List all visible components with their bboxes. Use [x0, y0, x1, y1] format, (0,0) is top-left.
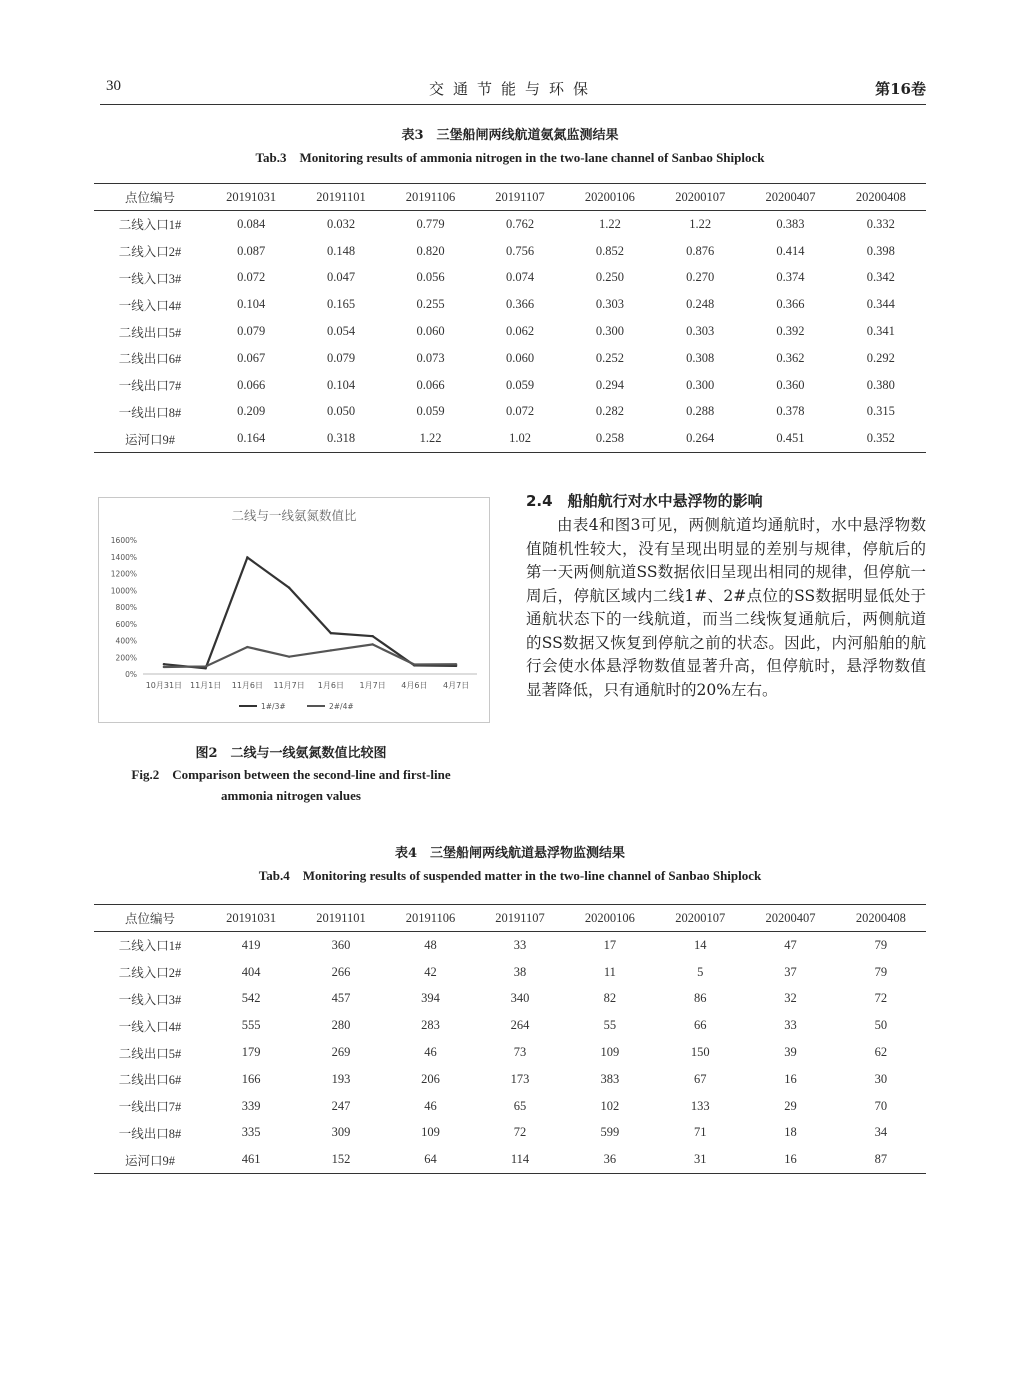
table-cell: 0.756 — [505, 243, 535, 258]
series-2-point — [288, 655, 290, 657]
column-header: 20191107 — [475, 905, 564, 932]
row-label-cell: 一线出口8# — [118, 405, 182, 420]
table3 — [94, 183, 926, 453]
row-label-cell: 二线出口5# — [118, 1046, 182, 1061]
table-row — [94, 345, 926, 372]
table-cell: 266 — [331, 964, 351, 979]
table-cell: 0.876 — [686, 243, 715, 258]
table-cell: 0.380 — [866, 377, 895, 392]
table-cell: 46 — [424, 1045, 437, 1060]
legend-label-1: 1#/3# — [261, 702, 286, 711]
table-cell: 0.255 — [416, 297, 445, 312]
table4-header-row — [94, 905, 926, 932]
table-cell: 72 — [513, 1125, 527, 1140]
table-cell: 0.352 — [836, 425, 926, 452]
table-cell: 0.292 — [866, 350, 895, 365]
series-2-point — [371, 643, 373, 645]
volume-label: 第16卷 — [875, 80, 926, 98]
table-cell: 11 — [603, 964, 616, 979]
table-cell: 0.062 — [505, 324, 535, 339]
table-cell: 555 — [241, 1018, 261, 1033]
row-label-cell: 一线入口3# — [118, 992, 182, 1007]
table-row — [94, 372, 926, 399]
table-cell: 48 — [424, 937, 437, 952]
table-cell: 0.164 — [206, 425, 296, 452]
row-label-cell: 运河口9# — [94, 1146, 206, 1173]
table-cell: 0.047 — [326, 270, 356, 285]
y-tick-label: 1200% — [110, 569, 137, 579]
table-cell: 0.032 — [326, 216, 356, 231]
table-row — [94, 986, 926, 1013]
figure2-chart — [98, 497, 490, 723]
row-label-cell: 一线入口4# — [118, 298, 182, 313]
header-rule — [100, 104, 926, 105]
table-cell: 82 — [603, 991, 617, 1006]
table-cell: 34 — [874, 1125, 888, 1140]
table3-caption-en: Tab.3 Monitoring results of ammonia nitrogen in the two-lane channel of Sanbao Shiplock — [255, 150, 765, 165]
table-cell: 1.22 — [598, 216, 621, 231]
table-cell: 79 — [874, 937, 888, 952]
table-cell: 1.22 — [386, 425, 475, 452]
table-cell: 64 — [386, 1146, 475, 1173]
table-cell: 29 — [784, 1098, 797, 1113]
x-tick-label: 10月31日 — [145, 681, 183, 690]
table-cell: 79 — [874, 964, 888, 979]
series-2-point — [246, 646, 248, 648]
figure2-caption-en-line1: Fig.2 Comparison between the second-line and first-line — [131, 767, 451, 782]
table-cell: 16 — [745, 1146, 835, 1173]
x-tick-label: 11月1日 — [189, 681, 222, 690]
table-cell: 33 — [513, 937, 527, 952]
table-cell: 0.303 — [595, 297, 624, 312]
table-cell: 65 — [513, 1098, 527, 1113]
table-cell: 280 — [331, 1018, 351, 1033]
table-row — [94, 211, 926, 238]
table-cell: 166 — [241, 1071, 261, 1086]
table-cell: 0.248 — [686, 297, 715, 312]
table-cell: 457 — [331, 991, 351, 1006]
table-row — [94, 265, 926, 292]
table-cell: 17 — [603, 937, 617, 952]
table-cell: 309 — [331, 1125, 351, 1140]
table-cell: 5 — [697, 964, 704, 979]
table-cell: 394 — [421, 991, 440, 1006]
section-title: 2.4 船舶航行对水中悬浮物的影响 — [526, 492, 763, 510]
table-cell: 0.066 — [416, 377, 445, 392]
x-tick-label: 4月6日 — [401, 681, 428, 690]
table-cell: 16 — [784, 1071, 797, 1086]
table-cell: 335 — [241, 1125, 261, 1140]
row-label-cell: 一线入口3# — [118, 271, 182, 286]
table-row — [94, 425, 926, 452]
table-row — [94, 1146, 926, 1173]
table-cell: 0.451 — [745, 425, 835, 452]
series-2-point — [455, 663, 457, 665]
table-cell: 36 — [565, 1146, 655, 1173]
table3-header-row — [94, 184, 926, 211]
series-1-point — [288, 587, 290, 589]
table-cell: 0.779 — [416, 216, 445, 231]
table-cell: 0.209 — [237, 404, 266, 419]
legend-label-2: 2#/4# — [329, 702, 354, 711]
table-cell: 0.059 — [416, 404, 445, 419]
table-cell: 0.056 — [416, 270, 445, 285]
column-header: 20200107 — [655, 905, 745, 932]
table-cell: 0.820 — [416, 243, 445, 258]
table-cell: 383 — [600, 1071, 620, 1086]
table-cell: 0.341 — [866, 324, 895, 339]
column-header: 20200407 — [745, 905, 835, 932]
table-cell: 0.084 — [237, 216, 266, 231]
table-cell: 152 — [296, 1146, 385, 1173]
row-label-cell: 二线出口5# — [118, 325, 182, 340]
table-cell: 461 — [206, 1146, 296, 1173]
table-cell: 0.378 — [776, 404, 805, 419]
chart-title: 二线与一线氨氮数值比 — [231, 508, 357, 523]
table-cell: 0.067 — [237, 350, 266, 365]
table-cell: 0.264 — [655, 425, 745, 452]
table-cell: 0.060 — [505, 350, 535, 365]
table-row — [94, 1093, 926, 1120]
column-header: 20200106 — [565, 905, 655, 932]
table-cell: 0.059 — [505, 377, 535, 392]
table-cell: 0.079 — [326, 350, 356, 365]
table-cell: 0.288 — [686, 404, 715, 419]
table-cell: 0.414 — [776, 243, 805, 258]
table-cell: 0.258 — [565, 425, 655, 452]
y-tick-label: 400% — [115, 636, 137, 646]
table-cell: 0.072 — [505, 404, 535, 419]
x-tick-label: 1月6日 — [317, 681, 344, 690]
table-cell: 0.165 — [326, 297, 356, 312]
row-label-cell: 一线入口4# — [118, 1019, 182, 1034]
table-cell: 31 — [655, 1146, 745, 1173]
table-row — [94, 1012, 926, 1039]
table4-caption-en: Tab.4 Monitoring results of suspended matter in the two-line channel of Sanbao Shiplock — [258, 868, 762, 883]
table-cell: 0.270 — [686, 270, 715, 285]
row-label-cell: 二线入口1# — [118, 218, 182, 233]
table-cell: 150 — [690, 1045, 710, 1060]
column-header: 20200407 — [745, 184, 835, 211]
table-cell: 0.383 — [776, 216, 805, 231]
table-cell: 269 — [331, 1045, 351, 1060]
table-cell: 0.366 — [776, 297, 805, 312]
table-cell: 87 — [836, 1146, 926, 1173]
table-cell: 340 — [510, 991, 530, 1006]
table-cell: 0.074 — [505, 270, 535, 285]
table-cell: 0.366 — [505, 297, 535, 312]
column-header: 20191031 — [206, 184, 296, 211]
x-tick-label: 11月6日 — [231, 681, 264, 690]
table-cell: 50 — [874, 1018, 888, 1033]
table-row — [94, 1039, 926, 1066]
table-cell: 419 — [241, 937, 261, 952]
table-cell: 62 — [874, 1045, 888, 1060]
page-number: 30 — [106, 78, 121, 94]
y-tick-label: 200% — [115, 653, 137, 663]
y-tick-label: 1600% — [110, 536, 137, 545]
series-2-point — [204, 665, 206, 667]
table3-caption-cn: 表3 三堡船闸两线航道氨氮监测结果 — [401, 128, 619, 143]
table-cell: 42 — [424, 964, 437, 979]
column-header: 20191031 — [206, 905, 296, 932]
table-cell: 109 — [600, 1045, 620, 1060]
table-cell: 179 — [241, 1045, 261, 1060]
figure2-caption-cn: 图2 二线与一线氨氮数值比较图 — [195, 746, 387, 761]
table-cell: 47 — [784, 937, 797, 952]
table-cell: 0.303 — [686, 324, 715, 339]
table-cell: 0.318 — [296, 425, 385, 452]
table-cell: 0.104 — [326, 377, 356, 392]
table-cell: 102 — [600, 1098, 620, 1113]
table-cell: 0.250 — [595, 270, 624, 285]
table-cell: 109 — [421, 1125, 440, 1140]
column-header: 点位编号 — [94, 184, 206, 211]
column-header: 20191107 — [475, 184, 564, 211]
table4-caption-cn: 表4 三堡船闸两线航道悬浮物监测结果 — [394, 846, 626, 861]
table-cell: 33 — [784, 1018, 797, 1033]
table-cell: 0.079 — [237, 324, 266, 339]
table-cell: 0.332 — [866, 216, 895, 231]
y-tick-label: 1000% — [110, 586, 137, 596]
y-tick-label: 800% — [115, 603, 137, 612]
series-1-point — [246, 556, 248, 558]
table-cell: 67 — [693, 1071, 707, 1086]
y-tick-label: 600% — [115, 619, 137, 629]
table-row — [94, 1120, 926, 1147]
line-chart — [99, 498, 489, 722]
series-2-point — [163, 666, 165, 668]
table-cell: 404 — [241, 964, 261, 979]
table-row — [94, 399, 926, 426]
table-cell: 86 — [693, 991, 707, 1006]
row-label-cell: 一线出口8# — [118, 1126, 182, 1141]
table-cell: 0.300 — [686, 377, 715, 392]
table-cell: 0.762 — [505, 216, 535, 231]
row-label-cell: 二线入口2# — [118, 966, 182, 981]
table-cell: 0.308 — [686, 350, 715, 365]
table-cell: 18 — [784, 1125, 797, 1140]
table4 — [94, 904, 926, 1174]
table-row — [94, 1066, 926, 1093]
column-header: 20191101 — [296, 905, 385, 932]
table-cell: 32 — [784, 991, 797, 1006]
table-cell: 72 — [874, 991, 888, 1006]
table-cell: 0.374 — [776, 270, 805, 285]
row-label-cell: 二线出口6# — [118, 1073, 182, 1088]
table-cell: 599 — [600, 1125, 620, 1140]
x-tick-label: 11月7日 — [273, 681, 305, 690]
table-cell: 0.852 — [595, 243, 624, 258]
table-cell: 0.104 — [237, 297, 266, 312]
column-header: 20200106 — [565, 184, 655, 211]
page-header — [100, 78, 926, 102]
y-tick-label: 1400% — [110, 552, 137, 562]
figure2-caption-en-line2: ammonia nitrogen values — [221, 788, 361, 803]
table-cell: 0.066 — [237, 377, 266, 392]
x-tick-label: 1月7日 — [359, 681, 386, 690]
table-cell: 264 — [510, 1018, 530, 1033]
row-label-cell: 一线出口7# — [118, 379, 182, 394]
table-cell: 30 — [874, 1071, 888, 1086]
series-line-1 — [164, 558, 456, 669]
column-header: 20191106 — [386, 905, 475, 932]
table-row — [94, 932, 926, 959]
column-header: 20200408 — [836, 905, 926, 932]
table-cell: 66 — [693, 1018, 707, 1033]
table-row — [94, 238, 926, 265]
table-cell: 39 — [784, 1045, 797, 1060]
table-cell: 0.362 — [776, 350, 805, 365]
column-header: 20200408 — [836, 184, 926, 211]
series-2-point — [413, 663, 415, 665]
row-label-cell: 二线入口1# — [118, 939, 182, 954]
table-cell: 70 — [874, 1098, 888, 1113]
x-tick-label: 4月7日 — [443, 681, 470, 690]
journal-title: 交通节能与环保 — [428, 80, 597, 98]
table-cell: 0.054 — [326, 324, 356, 339]
series-1-point — [371, 635, 373, 637]
table-cell: 55 — [603, 1018, 617, 1033]
table-cell: 0.342 — [866, 270, 895, 285]
row-label-cell: 二线入口2# — [118, 245, 182, 260]
table-row — [94, 959, 926, 986]
table-cell: 360 — [331, 937, 351, 952]
table-cell: 1.22 — [689, 216, 712, 231]
row-label-cell: 二线出口6# — [118, 352, 182, 367]
table-cell: 193 — [331, 1071, 351, 1086]
table-cell: 0.398 — [866, 243, 895, 258]
table-cell: 114 — [475, 1146, 564, 1173]
table-cell: 173 — [510, 1071, 530, 1086]
table-cell: 542 — [241, 991, 261, 1006]
table-cell: 0.315 — [866, 404, 895, 419]
table-cell: 0.300 — [595, 324, 624, 339]
table-cell: 0.050 — [326, 404, 356, 419]
table-cell: 0.072 — [237, 270, 266, 285]
table-cell: 14 — [693, 937, 707, 952]
table-cell: 206 — [421, 1071, 440, 1086]
table-cell: 0.294 — [595, 377, 624, 392]
table-cell: 0.148 — [326, 243, 356, 258]
table-cell: 1.02 — [475, 425, 564, 452]
series-1-point — [330, 632, 332, 634]
column-header: 20191106 — [386, 184, 475, 211]
table-cell: 37 — [784, 964, 797, 979]
y-tick-label: 0% — [125, 670, 137, 679]
table-cell: 0.392 — [776, 324, 805, 339]
table-cell: 46 — [424, 1098, 437, 1113]
series-2-point — [330, 649, 332, 651]
table-cell: 38 — [513, 964, 527, 979]
table-cell: 0.060 — [416, 324, 445, 339]
table-cell: 71 — [693, 1125, 707, 1140]
table-cell: 247 — [331, 1098, 351, 1113]
section-paragraph: 由表4和图3可见，两侧航道均通航时，水中悬浮物数值随机性较大，没有呈现出明显的差别与规律，停航后的第一天两侧航道SS数据依旧呈现出相同的规律，但停航一周后，停航区域内二线1#、2#点位的SS数据明显低处于通航状态下的一线航道，而当二线恢复通航后，两侧航道的SS数据又恢复到停航之前的状态。因此，内河船舶的航行会使水体悬浮物数值显著升高，但停航时，悬浮物数值显著降低，只有通航时的20%左右。 — [526, 516, 926, 699]
row-label-cell: 一线出口7# — [118, 1100, 182, 1115]
table-cell: 0.344 — [866, 297, 895, 312]
table-cell: 283 — [421, 1018, 440, 1033]
table-cell: 0.282 — [595, 404, 624, 419]
column-header: 20200107 — [655, 184, 745, 211]
table-cell: 339 — [241, 1098, 261, 1113]
table-cell: 0.360 — [776, 377, 805, 392]
table-cell: 0.073 — [416, 350, 445, 365]
table-row — [94, 291, 926, 318]
table-cell: 133 — [690, 1098, 710, 1113]
table-cell: 73 — [513, 1045, 527, 1060]
table-cell: 0.252 — [595, 350, 624, 365]
table-cell: 0.087 — [237, 243, 266, 258]
series-1-point — [163, 663, 165, 665]
table-row — [94, 318, 926, 345]
row-label-cell: 运河口9# — [94, 425, 206, 452]
column-header: 20191101 — [296, 184, 385, 211]
column-header: 点位编号 — [94, 905, 206, 932]
